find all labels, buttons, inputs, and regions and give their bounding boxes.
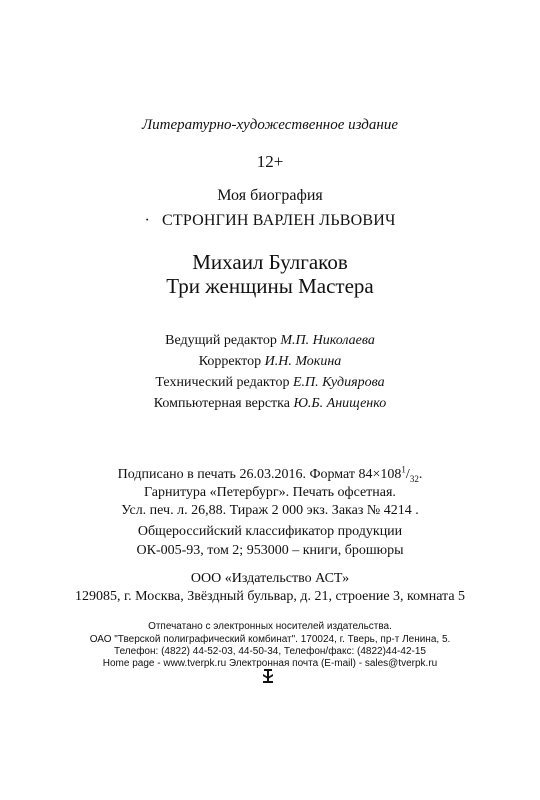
- book-title-line2: Три женщины Мастера: [166, 274, 374, 298]
- imprint-sheets-line: Усл. печ. л. 26,88. Тираж 2 000 экз. Заказ № 4214 .: [121, 503, 419, 518]
- printer-web: Home page - www.tverpk.ru Электронная почта (E-mail) - sales@tverpk.ru: [102, 658, 438, 669]
- printer-logo-icon: [262, 668, 274, 684]
- credit-lead-editor: [0, 330, 540, 351]
- credit-name: Е.П. Кудиярова: [292, 375, 385, 390]
- imprint-font-line: Гарнитура «Петербург». Печать офсетная.: [144, 485, 396, 500]
- series-title: Моя биография: [217, 187, 323, 204]
- classifier-line-1: Общероссийский классификатор продукции: [137, 524, 403, 539]
- book-title-line1: Михаил Булгаков: [192, 250, 348, 274]
- age-rating: 12+: [256, 152, 284, 171]
- genre-label: Литературно-художественное издание: [142, 117, 398, 133]
- publisher-name: ООО «Издательство АСТ»: [190, 571, 350, 586]
- credit-name: И.Н. Мокина: [264, 354, 342, 369]
- credit-role: Ведущий редактор: [165, 333, 277, 348]
- format-numerator: 1: [401, 464, 406, 475]
- credit-role: Корректор: [198, 354, 262, 369]
- imprint-signed-suffix: .: [418, 467, 423, 482]
- credit-name: Ю.Б. Анищенко: [293, 396, 387, 411]
- classifier-line-2: ОК-005-93, том 2; 953000 – книги, брошюры: [136, 543, 404, 558]
- printer-phones: Телефон: (4822) 44-52-03, 44-50-34, Телефон/факс: (4822)44-42-15: [114, 646, 426, 657]
- credit-technical-editor: [0, 372, 540, 393]
- format-denominator: 32: [409, 473, 419, 484]
- credits-block: [0, 330, 540, 414]
- bullet-mark: ·: [144, 212, 150, 229]
- credit-role: Компьютерная верстка: [153, 396, 290, 411]
- author-name: СТРОНГИН ВАРЛЕН ЛЬВОВИЧ: [161, 212, 396, 229]
- publisher-address: 129085, г. Москва, Звёздный бульвар, д. 21, строение 3, комната 5: [74, 589, 466, 604]
- printer-note: Отпечатано с электронных носителей издательства.: [148, 621, 392, 632]
- credit-layout: [0, 393, 540, 414]
- imprint-signed-text: Подписано в печать 26.03.2016. Формат 84×108: [117, 467, 402, 482]
- credit-role: Технический редактор: [155, 375, 290, 390]
- author-line: [0, 212, 540, 230]
- imprint-signed-line: Подписано в печать 26.03.2016. Формат $84\times 108^1/_{32}$.: [117, 464, 423, 484]
- credit-proofreader: [0, 351, 540, 372]
- credit-name: М.П. Николаева: [280, 333, 375, 348]
- printer-name: ОАО "Тверской полиграфический комбинат". 170024, г. Тверь, пр-т Ленина, 5.: [89, 634, 451, 645]
